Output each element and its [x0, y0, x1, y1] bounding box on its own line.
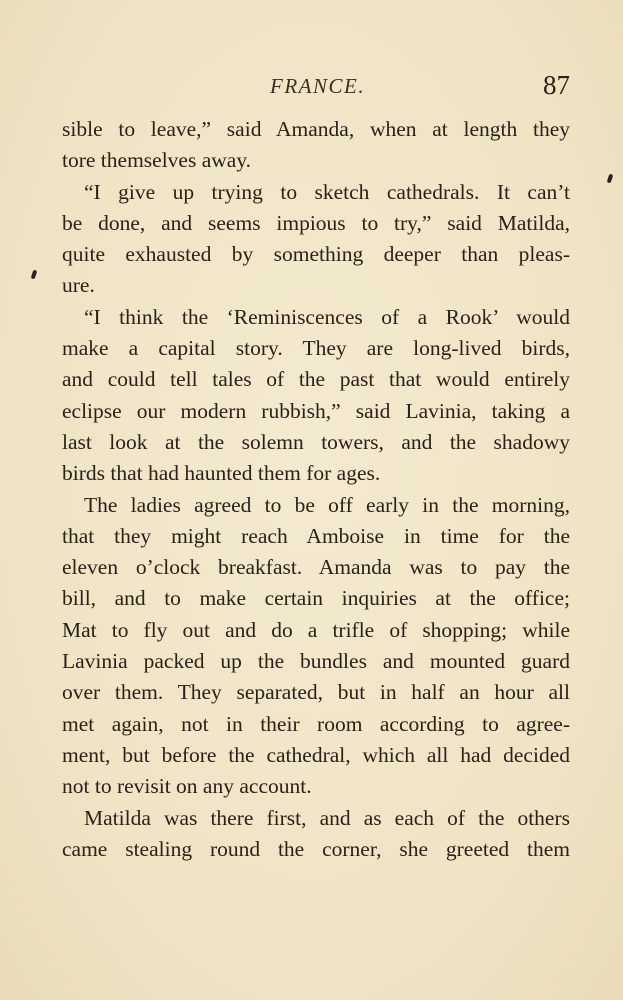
margin-ink-mark [607, 174, 614, 184]
text-line: tore themselves away. [62, 148, 252, 173]
running-title: FRANCE. [270, 74, 366, 98]
text-line: over them. They separated, but in half an hour all [62, 680, 570, 705]
text-line: Lavinia packed up the bundles and mounted guard [62, 649, 570, 674]
text-line: sible to leave,” said Amanda, when at length they [62, 117, 570, 141]
text-line: eclipse our modern rubbish,” said Lavinia, taking a [62, 398, 570, 423]
text-line: Matilda was there first, and as each of the others [84, 805, 570, 830]
text-line: quite exhausted by something deeper than pleas- [62, 242, 570, 267]
text-line: ure. [62, 273, 95, 298]
text-line: The ladies agreed to be off early in the morning, [84, 492, 570, 517]
text-line: birds that had haunted them for ages. [62, 461, 381, 486]
page-number: 87 [543, 70, 570, 100]
text-line: make a capital story. They are long-lived birds, [62, 336, 570, 361]
text-line: met again, not in their room according to agree- [62, 711, 570, 736]
text-line: “I give up trying to sketch cathedrals. It can’t [84, 179, 570, 204]
text-line: Mat to fly out and do a trifle of shopping; while [62, 617, 570, 642]
text-line: not to revisit on any account. [62, 774, 312, 799]
text-line: that they might reach Amboise in time for the [62, 523, 570, 548]
text-line: last look at the solemn towers, and the shadowy [62, 429, 570, 454]
body-text [62, 114, 570, 865]
text-line: be done, and seems impious to try,” said Matilda, [62, 210, 570, 235]
text-line: bill, and to make certain inquiries at the office; [62, 586, 570, 611]
text-line: eleven o’clock breakfast. Amanda was to pay the [62, 555, 570, 580]
text-line: “I think the ‘Reminiscences of a Rook’ would [84, 304, 570, 329]
margin-ink-mark [31, 270, 38, 280]
text-line: and could tell tales of the past that would entirely [62, 367, 570, 392]
running-head [62, 70, 570, 104]
text-line: ment, but before the cathedral, which all had decided [62, 742, 570, 767]
text-line: came stealing round the corner, she greeted them [62, 836, 570, 861]
